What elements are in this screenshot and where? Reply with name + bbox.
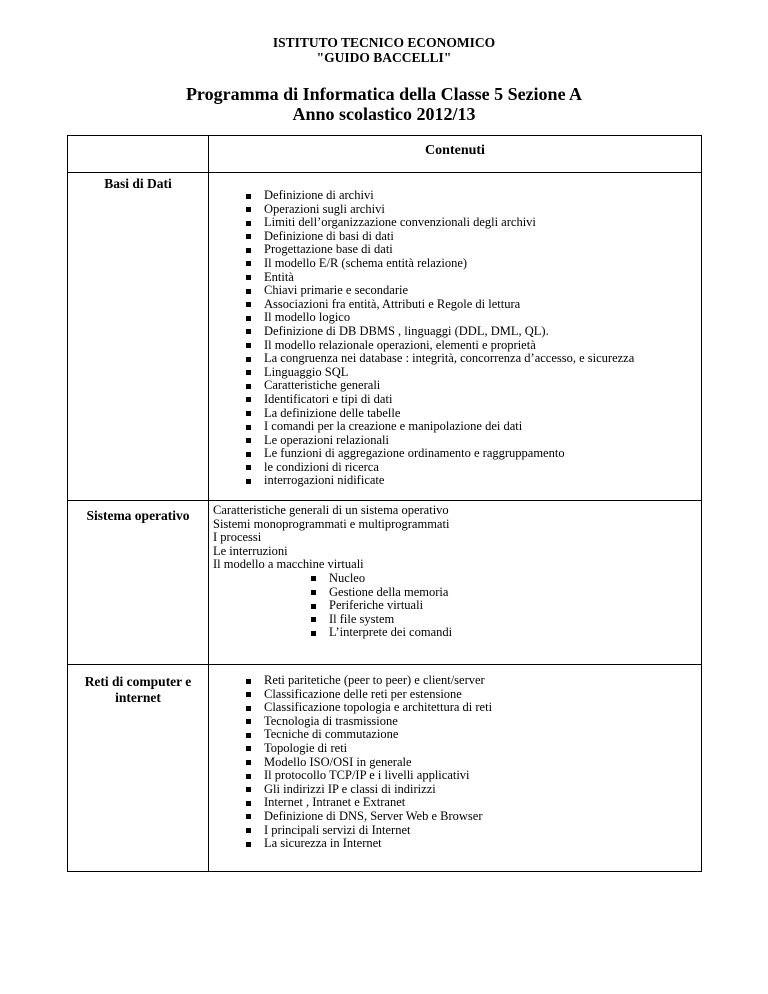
table-row-basi-di-dati [68,173,702,501]
list-item: La congruenza nei database : integrità, concorrenza d’accesso, e sicurezza [209,352,701,366]
list-item: Gestione della memoria [209,586,701,600]
list-item: Classificazione delle reti per estensione [209,688,701,702]
subject-sistema-operativo: Sistema operativo [86,508,190,523]
list-item: Limiti dell’organizzazione convenzionali degli archivi [209,216,701,230]
content-cell-sistema [209,501,702,665]
subject-cell-sistema [68,501,209,665]
list-item: Reti paritetiche (peer to peer) e client/server [209,674,701,688]
list-item: Periferiche virtuali [209,599,701,613]
list-item: Gli indirizzi IP e classi di indirizzi [209,783,701,797]
virtual-machine-sublist [209,572,701,640]
list-item: Tecniche di commutazione [209,728,701,742]
list-item: L’interprete dei comandi [209,626,701,640]
list-item: Il modello logico [209,311,701,325]
list-item: La definizione delle tabelle [209,407,701,421]
list-item: Progettazione base di dati [209,243,701,257]
list-item: Definizione di archivi [209,189,701,203]
list-item: I processi [213,530,262,545]
subject-reti-line2: internet [115,690,161,705]
subject-cell-reti [68,665,209,872]
list-item: La sicurezza in Internet [209,837,701,851]
school-name-line1: ISTITUTO TECNICO ECONOMICO [272,35,496,50]
table-row-reti [68,665,702,872]
list-item: Linguaggio SQL [209,366,701,380]
list-item: Classificazione topologia e architettura di reti [209,701,701,715]
subject-cell-basi [68,173,209,501]
list-item: Nucleo [209,572,701,586]
sistema-content [209,504,701,640]
list-item: Internet , Intranet e Extranet [209,796,701,810]
list-item: Definizione di DNS, Server Web e Browser [209,810,701,824]
program-table [67,135,702,872]
list-item: Le interruzioni [213,543,288,558]
column-header-contenuti [209,136,702,173]
list-item: Modello ISO/OSI in generale [209,756,701,770]
table-row-sistema-operativo [68,501,702,665]
table-header-row [68,136,702,173]
column-header-label: Contenuti [425,143,485,158]
list-item: Entità [209,271,701,285]
subject-basi-di-dati: Basi di Dati [104,176,172,191]
list-item: I principali servizi di Internet [209,824,701,838]
list-item: I comandi per la creazione e manipolazione dei dati [209,420,701,434]
list-item: Il protocollo TCP/IP e i livelli applicativi [209,769,701,783]
basi-topic-list [209,189,701,488]
list-item: Il modello a macchine virtuali [213,557,364,572]
list-item: Il modello E/R (schema entità relazione) [209,257,701,271]
list-item: Tecnologia di trasmissione [209,715,701,729]
list-item: Associazioni fra entità, Attributi e Regole di lettura [209,298,701,312]
list-item: le condizioni di ricerca [209,461,701,475]
reti-topic-list [209,674,701,851]
school-year: Anno scolastico 2012/13 [292,104,476,124]
content-cell-reti [209,665,702,872]
list-item: Identificatori e tipi di dati [209,393,701,407]
list-item: Topologie di reti [209,742,701,756]
header-empty-cell [68,136,209,173]
list-item: interrogazioni nidificate [209,474,701,488]
content-cell-basi [209,173,702,501]
list-item: Caratteristiche generali [209,379,701,393]
list-item: Sistemi monoprogrammati e multiprogrammati [213,516,450,531]
list-item: Definizione di basi di dati [209,230,701,244]
list-item: Le funzioni di aggregazione ordinamento e raggruppamento [209,447,701,461]
list-item: Operazioni sugli archivi [209,203,701,217]
document-title: Programma di Informatica della Classe 5 Sezione A [185,84,583,104]
school-name-line2: "GUIDO BACCELLI" [316,50,452,65]
list-item: Caratteristiche generali di un sistema operativo [213,503,449,517]
list-item: Chiavi primarie e secondarie [209,284,701,298]
subject-reti-line1: Reti di computer e [84,674,192,689]
list-item: Le operazioni relazionali [209,434,701,448]
list-item: Il file system [209,613,701,627]
list-item: Definizione di DB DBMS , linguaggi (DDL, DML, QL). [209,325,701,339]
list-item: Il modello relazionale operazioni, elementi e proprietà [209,339,701,353]
